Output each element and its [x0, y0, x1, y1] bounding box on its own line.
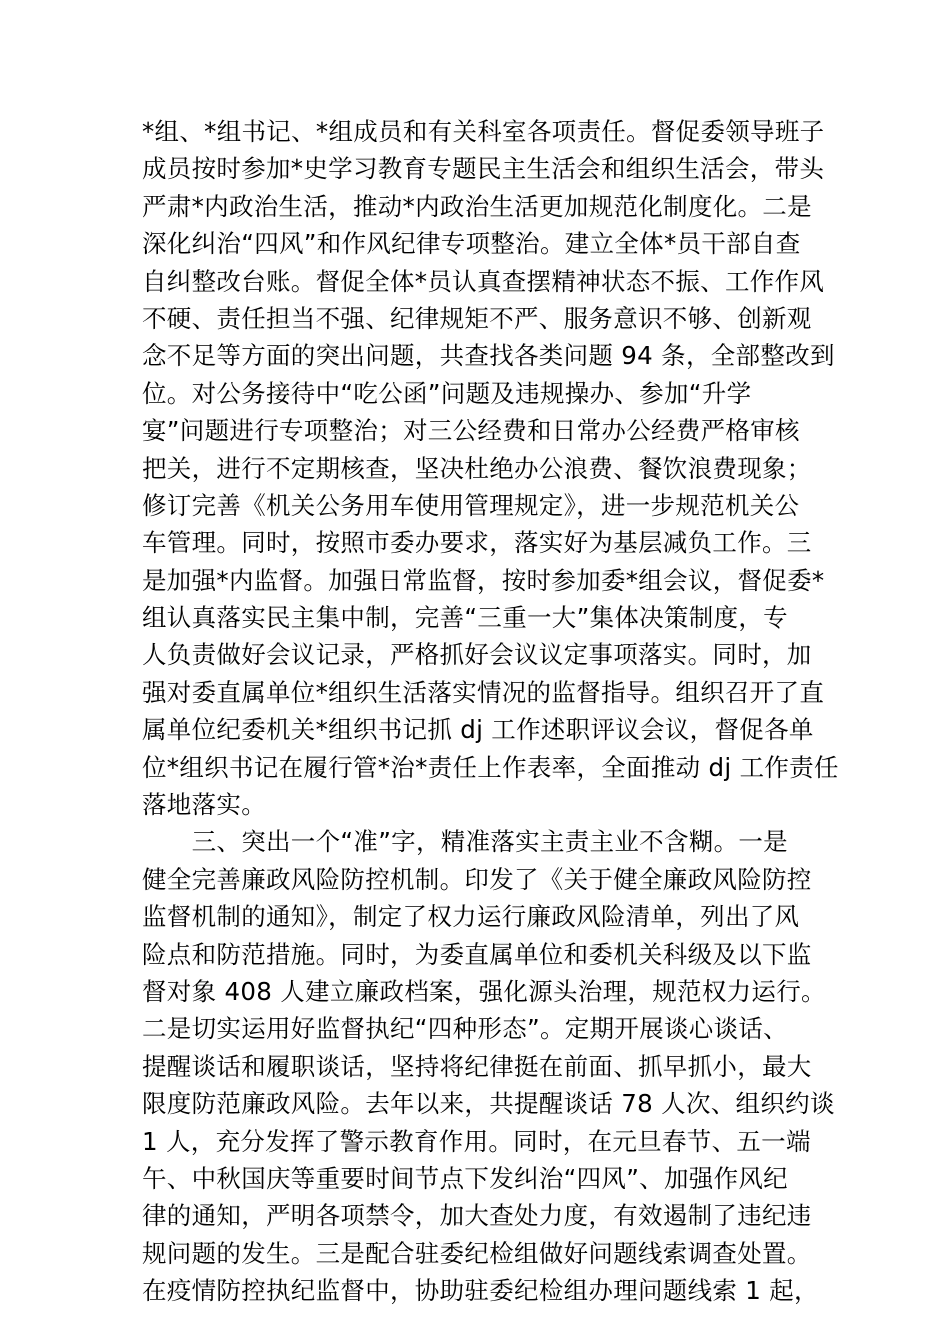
body-text: [142, 113, 839, 1310]
text-line: 监督机制的通知》，制定了权力运行廉政风险清单，列出了风: [142, 902, 800, 932]
text-line: 念不足等方面的突出问题，共查找各类问题 94 条，全部整改到: [142, 341, 835, 371]
text-line: 修订完善《机关公务用车使用管理规定》，进一步规范机关公: [142, 490, 800, 520]
text-line: 位。对公务接待中“吃公函”问题及违规操办、参加“升学: [142, 378, 752, 408]
text-line: *组、*组书记、*组成员和有关科室各项责任。督促委领导班子: [142, 117, 825, 146]
text-line: 成员按时参加*史学习教育专题民主生活会和组织生活会，带头: [142, 154, 825, 184]
text-line: 提醒谈话和履职谈话，坚持将纪律挺在前面、抓早抓小，最大: [142, 1051, 812, 1081]
text-line: 是加强*内监督。加强日常监督，按时参加委*组会议，督促委*: [142, 565, 825, 595]
text-line: 在疫情防控执纪监督中，协助驻委纪检组办理问题线索 1 起，: [142, 1276, 819, 1306]
text-line: 自纠整改台账。督促全体*员认真查摆精神状态不振、工作作风: [142, 266, 825, 296]
text-line: 宴”问题进行专项整治；对三公经费和日常办公经费严格审核: [142, 416, 800, 446]
text-line: 三、突出一个“准”字，精准落实主责主业不含糊。一是: [142, 827, 788, 857]
text-line: 规问题的发生。三是配合驻委纪检组做好问题线索调查处置。: [142, 1238, 812, 1268]
text-line: 二是切实运用好监督执纪“四种形态”。定期开展谈心谈话、: [142, 1014, 788, 1044]
text-line: 健全完善廉政风险防控机制。印发了《关于健全廉政风险防控: [142, 864, 812, 894]
text-line: 落地落实。: [142, 790, 266, 820]
text-line: 律的通知，严明各项禁令，加大查处力度，有效遏制了违纪违: [142, 1201, 812, 1231]
text-line: 险点和防范措施。同时，为委直属单位和委机关科级及以下监: [142, 939, 812, 969]
text-line: 把关，进行不定期核查，坚决杜绝办公浪费、餐饮浪费现象；: [142, 453, 812, 483]
text-line: 属单位纪委机关*组织书记抓 dj 工作述职评议会议，督促各单: [142, 715, 814, 745]
text-line: 强对委直属单位*组织生活落实情况的监督指导。组织召开了直: [142, 677, 825, 707]
text-line: 严肃*内政治生活，推动*内政治生活更加规范化制度化。二是: [142, 191, 812, 221]
text-line: 位*组织书记在履行管*治*责任上作表率，全面推动 dj 工作责任: [142, 752, 839, 782]
text-line: 车管理。同时，按照市委办要求，落实好为基层减负工作。三: [142, 528, 812, 558]
text-line: 午、中秋国庆等重要时间节点下发纠治“四风”、加强作风纪: [142, 1163, 788, 1193]
text-line: 督对象 408 人建立廉政档案，强化源头治理，规范权力运行。: [142, 976, 826, 1006]
text-line: 组认真落实民主集中制，完善“三重一大”集体决策制度，专: [142, 603, 788, 633]
text-line: 人负责做好会议记录，严格抓好会议议定事项落实。同时，加: [142, 640, 812, 670]
text-line: 限度防范廉政风险。去年以来，共提醒谈话 78 人次、组织约谈: [142, 1089, 835, 1119]
text-line: 不硬、责任担当不强、纪律规矩不严、服务意识不够、创新观: [142, 303, 812, 333]
text-line: 1 人，充分发挥了警示教育作用。同时，在元旦春节、五一端: [142, 1126, 811, 1156]
text-line: 深化纠治“四风”和作风纪律专项整治。建立全体*员干部自查: [142, 229, 801, 259]
